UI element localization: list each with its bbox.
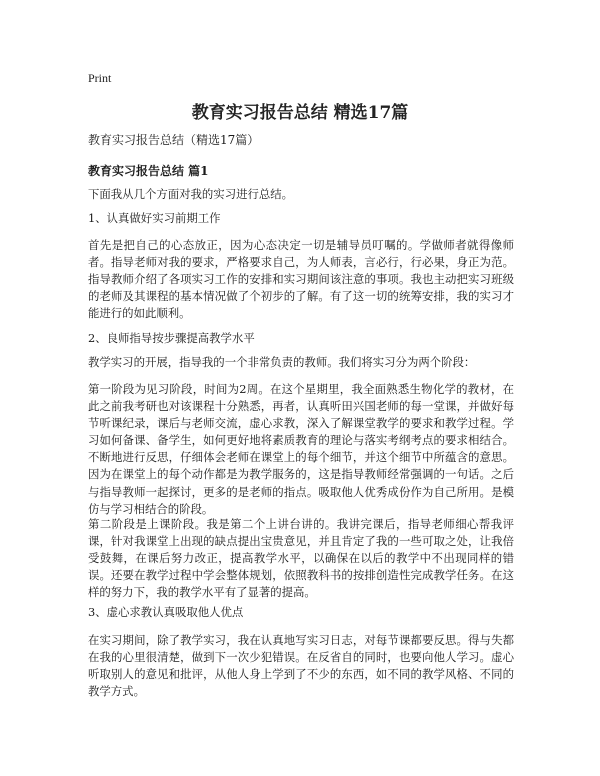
document-title: 教育实习报告总结 精选17篇 (191, 103, 409, 123)
intro-paragraph: 下面我从几个方面对我的实习进行总结。 (88, 187, 294, 201)
heading-1: 1、认真做好实习前期工作 (88, 211, 221, 225)
heading-3: 3、虚心求教认真吸取他人优点 (88, 605, 244, 619)
paragraph-2: 教学实习的开展，指导我的一个非常负责的教师。我们将实习分为两个阶段： (88, 355, 476, 369)
paragraph-4: 第二阶段是上课阶段。我是第二个上讲台讲的。我讲完课后，指导老师细心帮我评课，针对我课堂上出现的缺点提出宝贵意见，并且肯定了我的一些可取之处，让我倍受鼓舞，在课后努力改正，提高教学水平，以确保在以后的教学中不出现同样的错误。还要在教学过程中学会整体规划，依照教科书的按排创造性完成教学任务。在这样的努力下，我的教学水平有了显著的提高。 (88, 517, 514, 600)
document-subtitle: 教育实习报告总结（精选17篇） (88, 133, 260, 147)
paragraph-5: 在实习期间，除了教学实习，我在认真地写实习日志，对每节课都要反思。得与失都在我的心里很清楚，做到下一次少犯错误。在反省自的同时，也要向他人学习。虚心听取别人的意见和批评，从他人身上学到了不少的东西，如不同的教学风格、不同的教学方式。 (88, 633, 514, 699)
section-title: 教育实习报告总结 篇1 (88, 164, 209, 178)
paragraph-1: 首先是把自己的心态放正，因为心态决定一切是辅导员叮嘱的。学做师者就得像师者。指导老师对我的要求，严格要求自己，为人师表，言必行，行必果，身正为范。指导教师介绍了各项实习工作的安排和实习期间该注意的事项。我也主动把实习班级的老师及其课程的基本情况做了个初步的了解。有了这一切的统筹安排，我的实习才能进行的如此顺利。 (88, 238, 514, 321)
heading-2: 2、良师指导按步骤提高教学水平 (88, 331, 255, 345)
paragraph-3: 第一阶段为见习阶段，时间为2周。在这个星期里，我全面熟悉生物化学的教材，在此之前我考研也对该课程十分熟悉，再者，认真听田兴国老师的每一堂课，并做好每节听课纪录，课后与老师交流，虚心求教，深入了解课堂教学的要求和教学过程。学习如何备课、备学生，如何更好地将素质教育的理论与落实考纲考点的要求相结合。不断地进行反思，仔细体会老师在课堂上的每个细节，并这个细节中所蕴含的意思。因为在课堂上的每个动作都是为教学服务的，这是指导教师经常强调的一句话。之后与指导教师一起探讨，更多的是老师的指点。吸取他人优秀成份作为自己所用。是模仿与学习相结合的阶段。 (88, 382, 514, 516)
print-link[interactable]: Print (88, 71, 112, 85)
